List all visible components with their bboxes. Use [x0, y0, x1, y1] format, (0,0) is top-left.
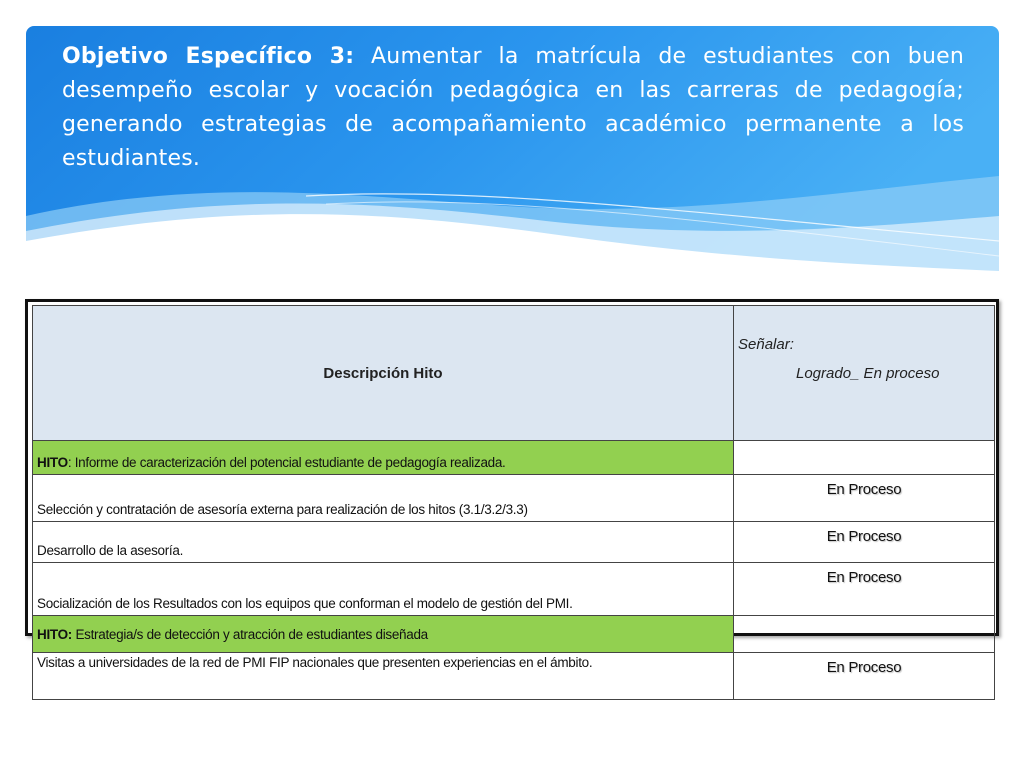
title-text: Aumentar la matrícula de estudiantes con buen desempeño escolar y vocación pedagógica en las carreras de pedagogía; generando estrategias de acompañamiento académico permanente a los estudiantes. — [62, 44, 964, 171]
table-row — [33, 522, 995, 563]
row-status — [734, 441, 995, 475]
table-row — [33, 475, 995, 522]
hito-label: HITO: — [37, 626, 72, 642]
page-title — [62, 40, 964, 176]
row-status: En Proceso — [734, 522, 995, 563]
row-text: Estrategia/s de detección y atracción de estudiantes diseñada — [72, 626, 428, 642]
row-description — [33, 616, 734, 653]
header-description: Descripción Hito — [33, 306, 734, 441]
table-row — [33, 563, 995, 616]
row-status: En Proceso — [734, 653, 995, 700]
row-text: : Informe de caracterización del potencial estudiante de pedagogía realizada. — [67, 455, 506, 470]
milestones-table-frame — [25, 299, 999, 676]
header-status — [734, 306, 995, 441]
row-description: Selección y contratación de asesoría externa para realización de los hitos (3.1/3.2/3.3) — [33, 475, 734, 522]
table-row — [33, 653, 995, 700]
row-description: Desarrollo de la asesoría. — [33, 522, 734, 563]
table-header-row — [33, 306, 995, 441]
table-row — [33, 616, 995, 653]
title-bold: Objetivo Específico 3: — [62, 44, 355, 69]
row-description — [33, 441, 734, 475]
row-description: Visitas a universidades de la red de PMI FIP nacionales que presenten experiencias en el ámbito. — [33, 653, 734, 700]
milestones-table — [32, 305, 995, 700]
header-status-line2: Logrado_ En proceso — [796, 365, 940, 382]
table-row — [33, 441, 995, 475]
row-status: En Proceso — [734, 475, 995, 522]
row-description: Socialización de los Resultados con los equipos que conforman el modelo de gestión del PMI. — [33, 563, 734, 616]
hito-label: HITO — [37, 455, 68, 470]
row-status — [734, 616, 995, 653]
row-status: En Proceso — [734, 563, 995, 616]
header-status-line1: Señalar: — [738, 336, 794, 353]
